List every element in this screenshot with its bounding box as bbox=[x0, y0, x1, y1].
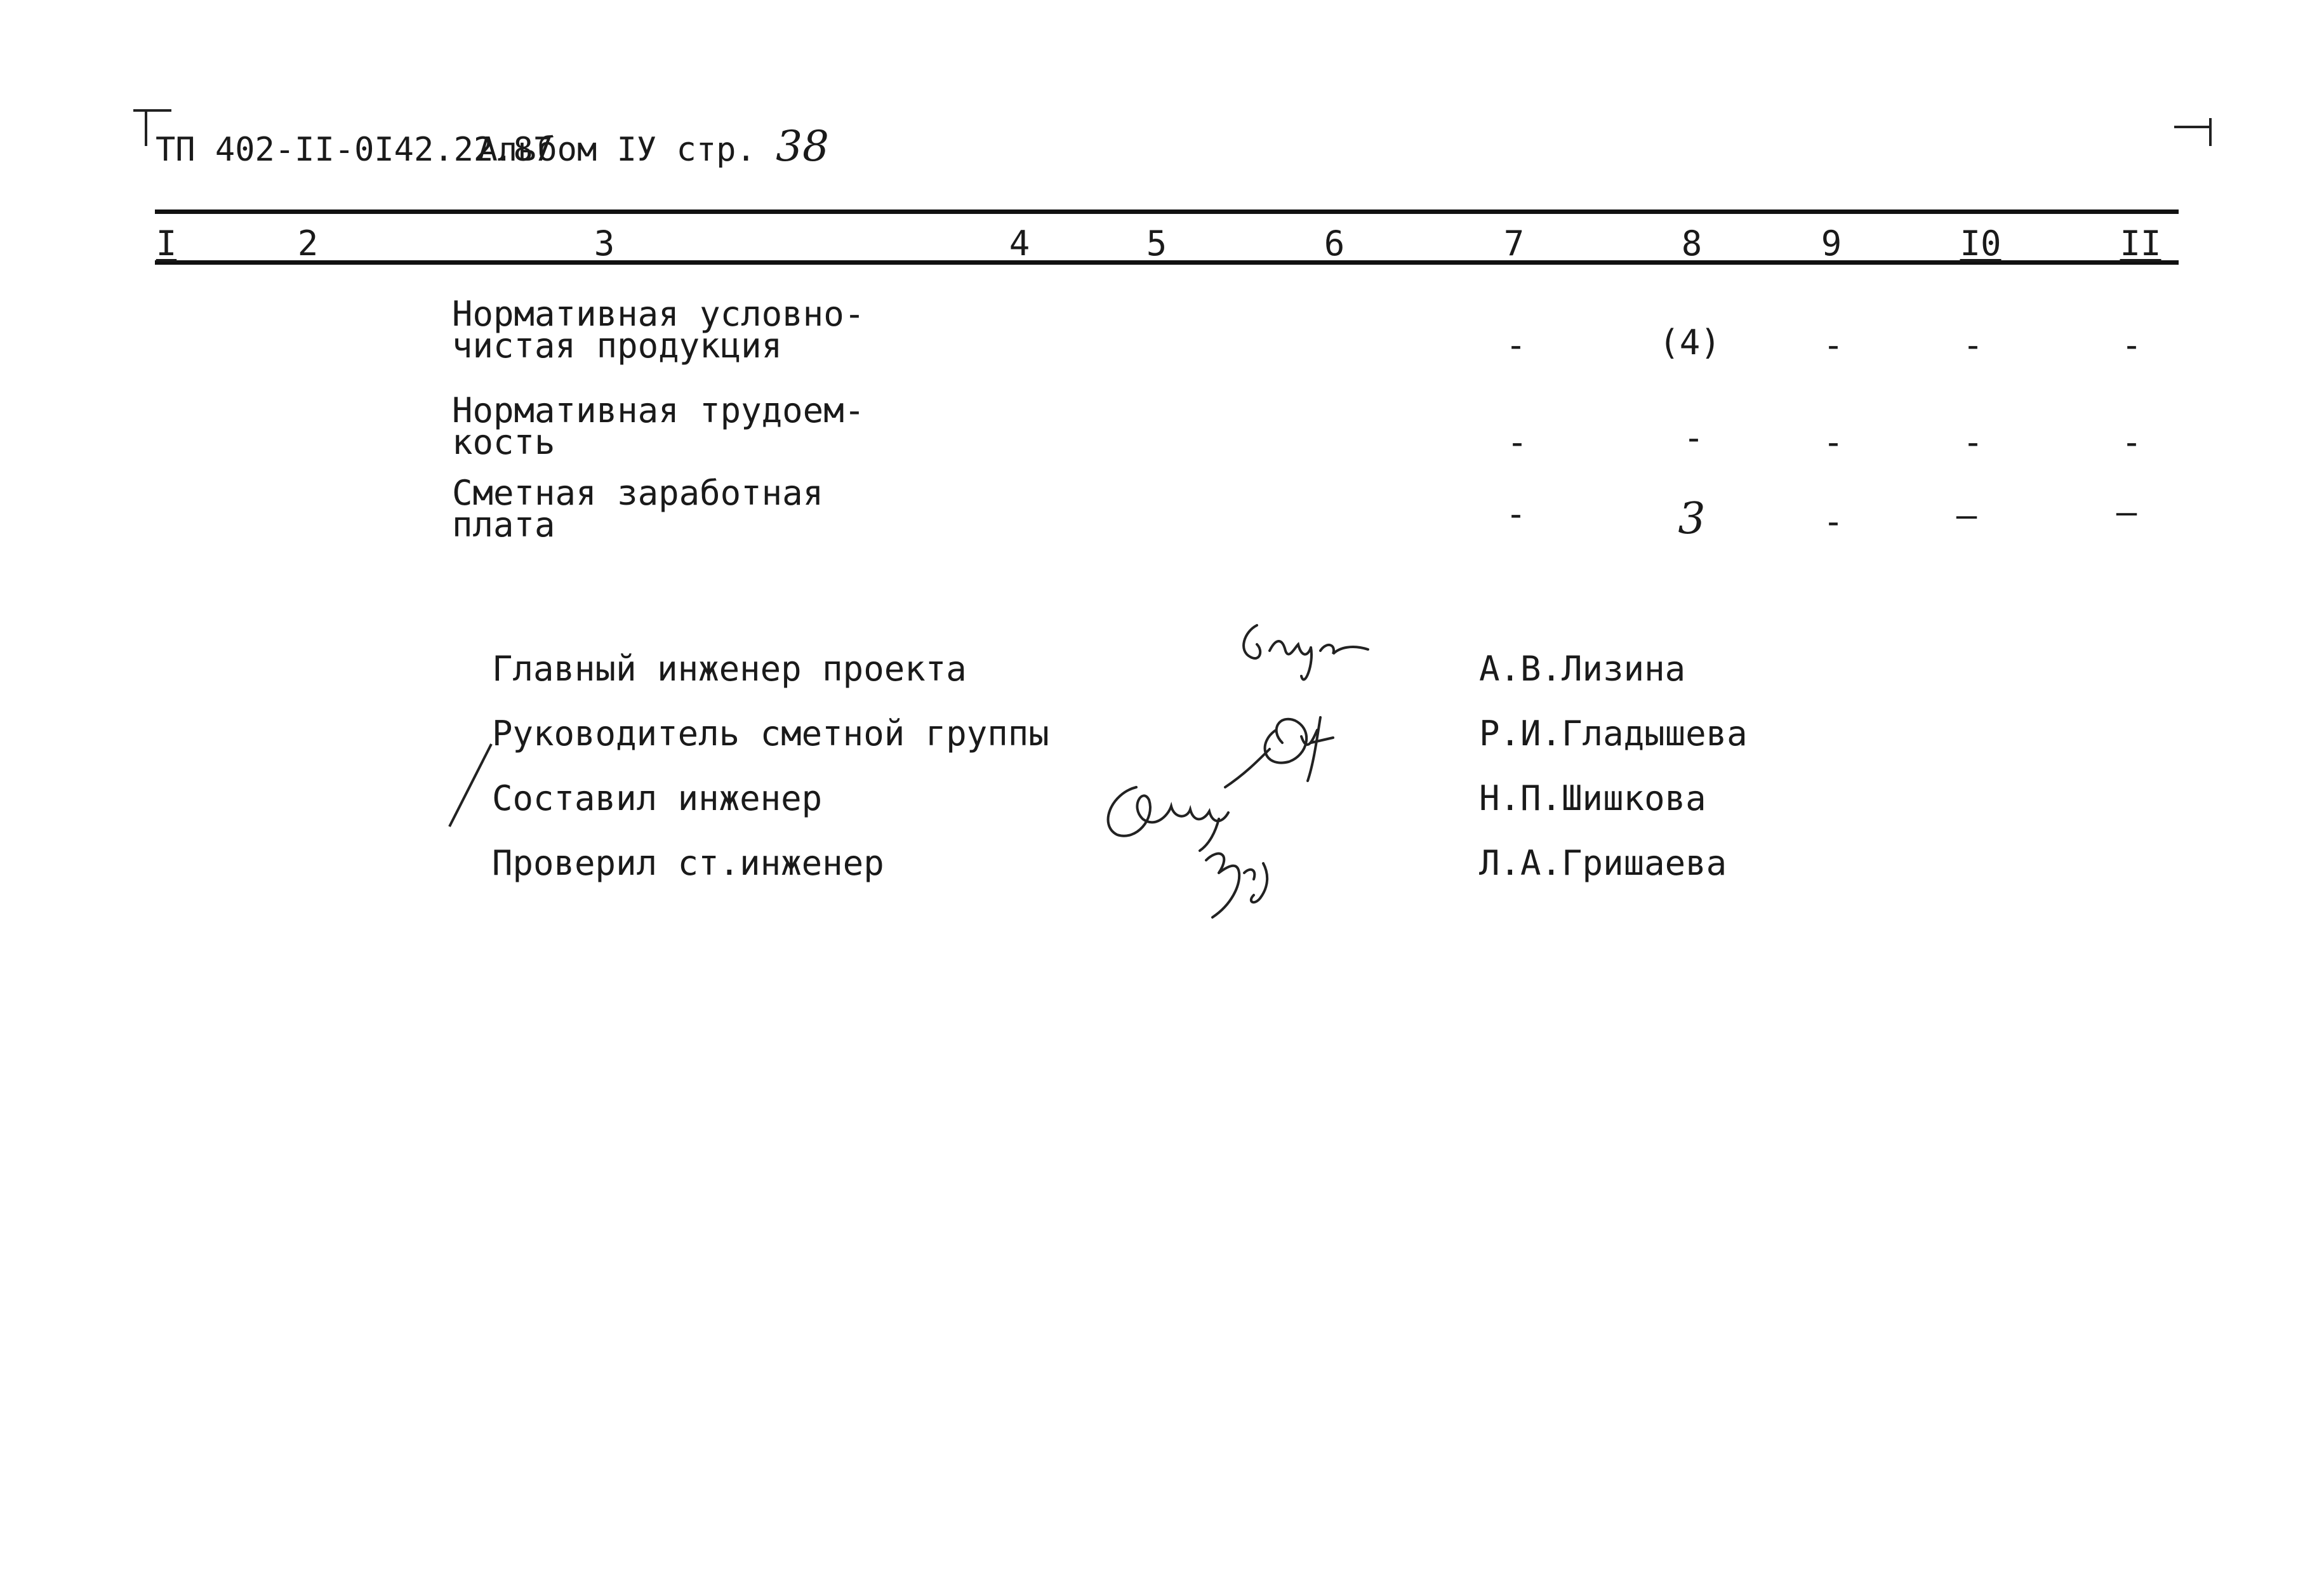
signer-name-compiled-by: Н.П.Шишкова bbox=[1479, 778, 1706, 818]
table-top-rule bbox=[155, 209, 2179, 214]
signer-name-estimate-group-head: Р.И.Гладышева bbox=[1479, 714, 1748, 754]
row3-col8: 3 bbox=[1678, 494, 1706, 544]
row1-col7: - bbox=[1505, 325, 1527, 365]
signature-checked-by-icon bbox=[1193, 835, 1301, 924]
row2-col8: - bbox=[1683, 418, 1704, 458]
row2-col9: - bbox=[1823, 422, 1844, 462]
column-header-1: I bbox=[156, 223, 177, 263]
signer-title-chief-engineer: Главный инженер проекта bbox=[492, 649, 967, 689]
signer-title-checked-by: Проверил ст.инженер bbox=[492, 843, 884, 883]
corner-mark-left-v bbox=[145, 110, 147, 146]
album-label: Альбом IУ стр. bbox=[477, 131, 756, 169]
row1-col9: - bbox=[1823, 325, 1844, 365]
signature-chief-engineer-icon bbox=[1232, 613, 1378, 695]
row3-col9: - bbox=[1823, 502, 1844, 542]
margin-slash-mark bbox=[444, 741, 495, 830]
corner-mark-right-v bbox=[2209, 118, 2212, 146]
column-header-10: I0 bbox=[1960, 223, 2002, 263]
row2-col11: - bbox=[2121, 422, 2142, 462]
corner-mark-left-h bbox=[133, 109, 171, 112]
row2-col7: - bbox=[1506, 422, 1528, 462]
page-number: 38 bbox=[776, 122, 830, 171]
column-header-6: 6 bbox=[1324, 223, 1345, 263]
row1-col10: - bbox=[1962, 325, 1984, 365]
document-header bbox=[156, 122, 829, 171]
column-header-3: 3 bbox=[594, 223, 615, 263]
corner-mark-right-h bbox=[2174, 126, 2211, 128]
signer-title-estimate-group-head: Руководитель сметной группы bbox=[492, 714, 1049, 754]
row3-col7: - bbox=[1505, 494, 1527, 534]
signer-name-checked-by: Л.А.Гришаева bbox=[1479, 843, 1727, 883]
signer-name-chief-engineer: А.В.Лизина bbox=[1479, 649, 1686, 689]
column-header-2: 2 bbox=[297, 223, 319, 263]
row2-col10: - bbox=[1962, 422, 1984, 462]
signer-title-compiled-by: Составил инженер bbox=[492, 778, 823, 818]
row1-col11: - bbox=[2121, 325, 2142, 365]
row-label-labor-intensity: Нормативная трудоем- кость bbox=[452, 390, 865, 462]
row3-col11: — bbox=[2116, 492, 2137, 532]
column-header-7: 7 bbox=[1503, 223, 1525, 263]
column-header-5: 5 bbox=[1146, 223, 1167, 263]
column-header-8: 8 bbox=[1681, 223, 1703, 263]
row-label-conditionally-net-production: Нормативная условно- чистая продукция bbox=[452, 294, 865, 366]
row-label-estimated-wages: Сметная заработная плата bbox=[452, 473, 824, 545]
column-header-11: II bbox=[2120, 223, 2161, 263]
document-code: ТП 402-II-0I42.22.87 bbox=[156, 131, 554, 169]
row1-col8: (4) bbox=[1659, 322, 1721, 362]
column-header-4: 4 bbox=[1009, 223, 1030, 263]
row3-col10: — bbox=[1956, 495, 1977, 535]
column-header-9: 9 bbox=[1821, 223, 1842, 263]
